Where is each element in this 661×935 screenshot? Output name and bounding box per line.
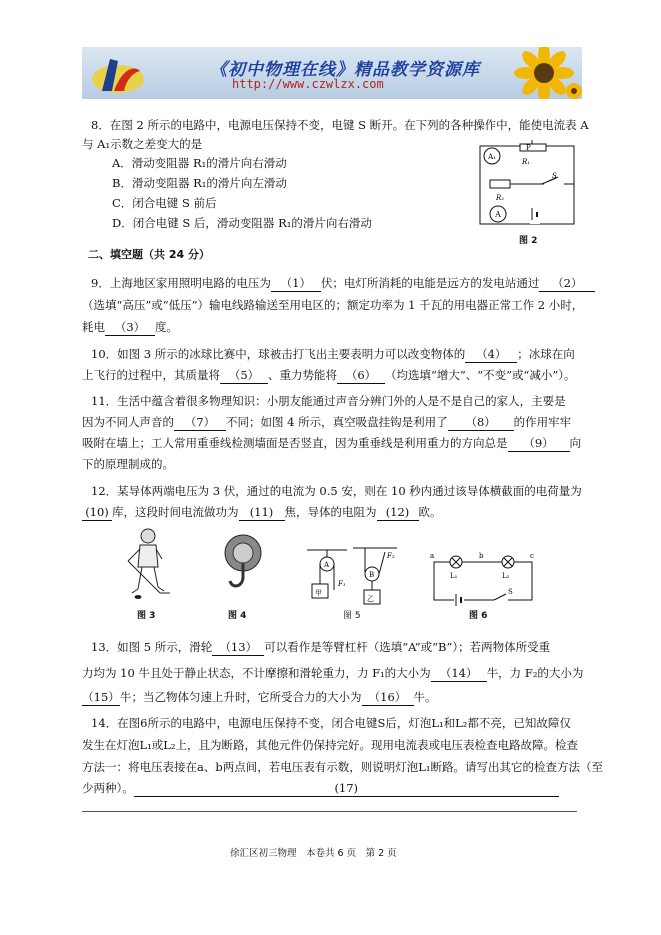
figure-2-caption: 图 2 (519, 236, 538, 246)
blank-1[interactable]: （1） (271, 275, 321, 292)
q8-line1: 8．在图 2 所示的电路中，电源电压保持不变，电键 S 断开。在下列的各种操作中，能使电流表 A (91, 118, 589, 132)
q10-line1: 10．如图 3 所示的冰球比赛中，球被击打飞出主要表明力可以改变物体的 （4） ；冰球在向 (91, 347, 575, 361)
fig6-point-c: c (530, 552, 534, 560)
q8-option-d: D．闭合电键 S 后，滑动变阻器 R₁的滑片向右滑动 (112, 216, 372, 230)
figure-6-circuit (428, 548, 538, 606)
fig5-pulley-a: A (324, 561, 330, 569)
figure-5-pulleys (305, 544, 397, 614)
fig2-ammeter-a1: A₁ (488, 153, 496, 161)
page-footer: 徐汇区初三物理 本卷共 6 页 第 2 页 (230, 848, 397, 859)
blank-2[interactable]: （2） (539, 275, 595, 292)
blank-8[interactable]: （8） (448, 414, 514, 431)
fig6-lamp-l2: L₂ (502, 572, 510, 580)
fig2-r2-label: R₂ (496, 194, 505, 202)
figure-3-caption: 图 3 (137, 611, 156, 621)
q11-line1: 11．生活中蕴含着很多物理知识：小朋友能通过声音分辨门外的人是不是自己的家人，主要是 (91, 394, 566, 408)
q13-line3: （15）牛；当乙物体匀速上升时，它所受合力的大小为 （16） 牛。 (82, 690, 437, 704)
q9-line2: （选填“高压”或“低压”）输电线路输送至用电区的；额定功率为 1 千瓦的用电器正常工作 2 小时， (82, 298, 584, 312)
q14-line4: 少两种）。 (17) (82, 780, 559, 797)
logo-icon (88, 51, 148, 97)
q11-line3: 吸附在墙上；工人常用重垂线检测墙面是否竖直，因为重垂线是利用重力的方向总是 （9） 向 (82, 436, 581, 450)
fig5-weight-yi: 乙 (367, 595, 374, 603)
figure-6-caption: 图 6 (469, 611, 488, 621)
q9-line1: 9．上海地区家用照明电路的电压为 （1） 伏；电灯所消耗的电能是远方的发电站通过 （2） (91, 275, 595, 292)
banner-title: 《初中物理在线》精品教学资源库 (210, 60, 480, 80)
q8-option-c: C．闭合电键 S 前后 (112, 196, 217, 210)
blank-6[interactable]: （6） (337, 367, 385, 384)
fig5-weight-jia: 甲 (315, 589, 322, 597)
q8-option-b: B．滑动变阻器 R₁的滑片向左滑动 (112, 176, 287, 190)
header-banner (82, 47, 582, 99)
fig6-point-b: b (479, 552, 484, 560)
blank-4[interactable]: （4） (465, 346, 517, 363)
fig5-pulley-b: B (369, 571, 375, 579)
blank-12[interactable]: (12) (377, 504, 419, 521)
q13-line2: 力均为 10 牛且处于静止状态，不计摩擦和滑轮重力，力 F₁的大小为 （14） 牛，力 F₂的大小为 (82, 666, 584, 680)
q8-option-a: A．滑动变阻器 R₁的滑片向右滑动 (112, 156, 287, 170)
blank-17[interactable]: (17) (134, 780, 559, 797)
q11-line2: 因为不同人声音的 （7） 不同；如图 4 所示，真空吸盘挂钩是利用了 （8） 的作用牢牢 (82, 415, 572, 429)
sunflower-icon (500, 47, 582, 99)
blank-10[interactable]: (10) (82, 504, 112, 521)
blank-9[interactable]: （9） (508, 435, 570, 452)
q8-line2: 与 A₁示数之差变大的是 (82, 137, 203, 151)
section-2-title: 二、填空题（共 24 分） (88, 248, 210, 261)
q14-line3: 方法一：将电压表接在a、b两点间，若电压表有示数，则说明灯泡L₁断路。请写出其它的检查方法（至 (82, 760, 603, 774)
q12-line2: (10) 库，这段时间电流做功为 (11) 焦，导体的电阻为 (12) 欧。 (82, 504, 442, 521)
q10-line2: 上飞行的过程中，其质量将 （5） 、重力势能将 （6） （均选填“增大”、“不变”或“减小”）。 (82, 368, 576, 382)
fig2-ammeter-a: A (495, 210, 501, 219)
fig6-lamp-l1: L₁ (450, 572, 458, 580)
fig6-switch-s: S (508, 588, 513, 596)
blank-3[interactable]: （3） (105, 319, 155, 336)
blank-5[interactable]: （5） (220, 367, 268, 384)
figure-5-caption: 图 5 (343, 611, 361, 621)
figure-4-suction-hook (218, 533, 268, 599)
figure-2-circuit (472, 140, 582, 232)
fig2-switch-s: S (552, 172, 557, 180)
fig5-f1: F₁ (338, 580, 346, 588)
q13-line1: 13．如图 5 所示，滑轮 （13） 可以看作是等臂杠杆（选填“A”或“B”）；若两物体所受重 (91, 640, 551, 654)
blank-14[interactable]: （14） (431, 665, 487, 682)
fig2-r1-label: R₁ (522, 158, 531, 166)
banner-url: http://www.czwlzx.com (232, 77, 384, 91)
fig5-f2: F₂ (387, 552, 395, 560)
footer-rule (82, 811, 577, 812)
blank-13[interactable]: （13） (212, 639, 264, 656)
blank-16[interactable]: （16） (362, 689, 414, 706)
fig2-slider-p: P (526, 144, 531, 152)
q12-line1: 12．某导体两端电压为 3 伏，通过的电流为 0.5 安，则在 10 秒内通过该导体横截面的电荷量为 (91, 484, 582, 498)
figure-4-caption: 图 4 (228, 611, 247, 621)
q14-line1: 14．在图6所示的电路中，电源电压保持不变，闭合电键S后，灯泡L₁和L₂都不亮，已知故障仅 (91, 716, 571, 730)
q11-line4: 下的原理制成的。 (82, 457, 174, 471)
figure-3-hockey-player (120, 527, 180, 605)
q14-line2: 发生在灯泡L₁或L₂上，且为断路，其他元件仍保持完好。现用电流表或电压表检查电路故障。检查 (82, 738, 578, 752)
q9-line3: 耗电 （3） 度。 (82, 320, 178, 334)
blank-15[interactable]: （15） (82, 690, 120, 704)
blank-11[interactable]: (11) (239, 504, 285, 521)
blank-7[interactable]: （7） (174, 414, 226, 431)
fig6-point-a: a (430, 552, 435, 560)
